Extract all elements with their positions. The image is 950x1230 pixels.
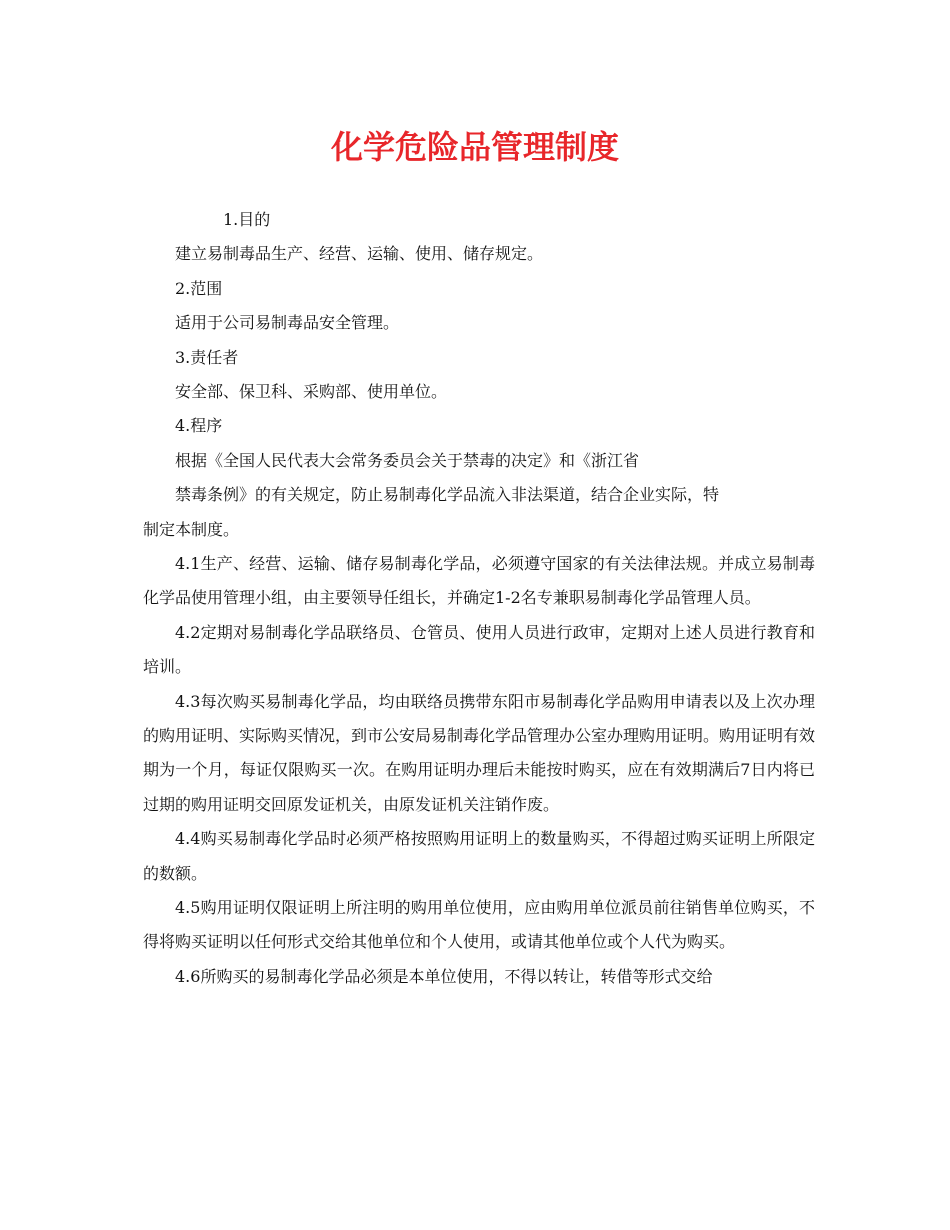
clause-4-2: 4.2定期对易制毒化学品联络员、仓管员、使用人员进行政审，定期对上述人员进行教育和培训。 — [143, 622, 815, 677]
document-title: 化学危险品管理制度 — [330, 128, 619, 166]
section-heading-purpose: 1.目的 — [223, 210, 271, 229]
clause-4-6: 4.6所购买的易制毒化学品必须是本单位使用，不得以转让，转借等形式交给 — [175, 966, 713, 986]
clause-4-4: 4.4购买易制毒化学品时必须严格按照购用证明上的数量购买，不得超过购买证明上所限定的数额。 — [143, 829, 815, 883]
procedure-intro-line: 制定本制度。 — [143, 519, 240, 539]
document-body — [143, 203, 815, 994]
clause-4-5: 4.5购用证明仅限证明上所注明的购用单位使用，应由购用单位派员前往销售单位购买，不得将购买证明以任何形式交给其他单位和个人使用，或请其他单位或个人代为购买。 — [143, 897, 815, 952]
clause-4-1: 4.1生产、经营、运输、储存易制毒化学品，必须遵守国家的有关法律法规。并成立易制毒化学品使用管理小组，由主要领导任组长，并确定1-2名专兼职易制毒化学品管理人员。 — [143, 553, 815, 608]
section-heading-scope: 2.范围 — [175, 278, 223, 298]
section-heading-responsible: 3.责任者 — [175, 347, 239, 367]
procedure-intro-line: 禁毒条例》的有关规定，防止易制毒化学品流入非法渠道，结合企业实际，特 — [175, 485, 720, 505]
section-body-scope: 适用于公司易制毒品安全管理。 — [175, 313, 400, 333]
section-body-responsible: 安全部、保卫科、采购部、使用单位。 — [175, 381, 448, 401]
section-body-purpose: 建立易制毒品生产、经营、运输、使用、储存规定。 — [175, 244, 544, 264]
clause-4-3: 4.3每次购买易制毒化学品，均由联络员携带东阳市易制毒化学品购用申请表以及上次办理的购用证明、实际购买情况，到市公安局易制毒化学品管理办公室办理购用证明。购用证明有效期为一个月，每证仅限购买一次。在购用证明办理后未能按时购买，应在有效期满后7日内将已过期的购用证明交回原发证机关，由原发证机关注销作废。 — [143, 691, 816, 814]
procedure-intro-line: 根据《全国人民代表大会常务委员会关于禁毒的决定》和《浙江省 — [175, 450, 640, 470]
section-heading-procedure: 4.程序 — [175, 416, 223, 436]
